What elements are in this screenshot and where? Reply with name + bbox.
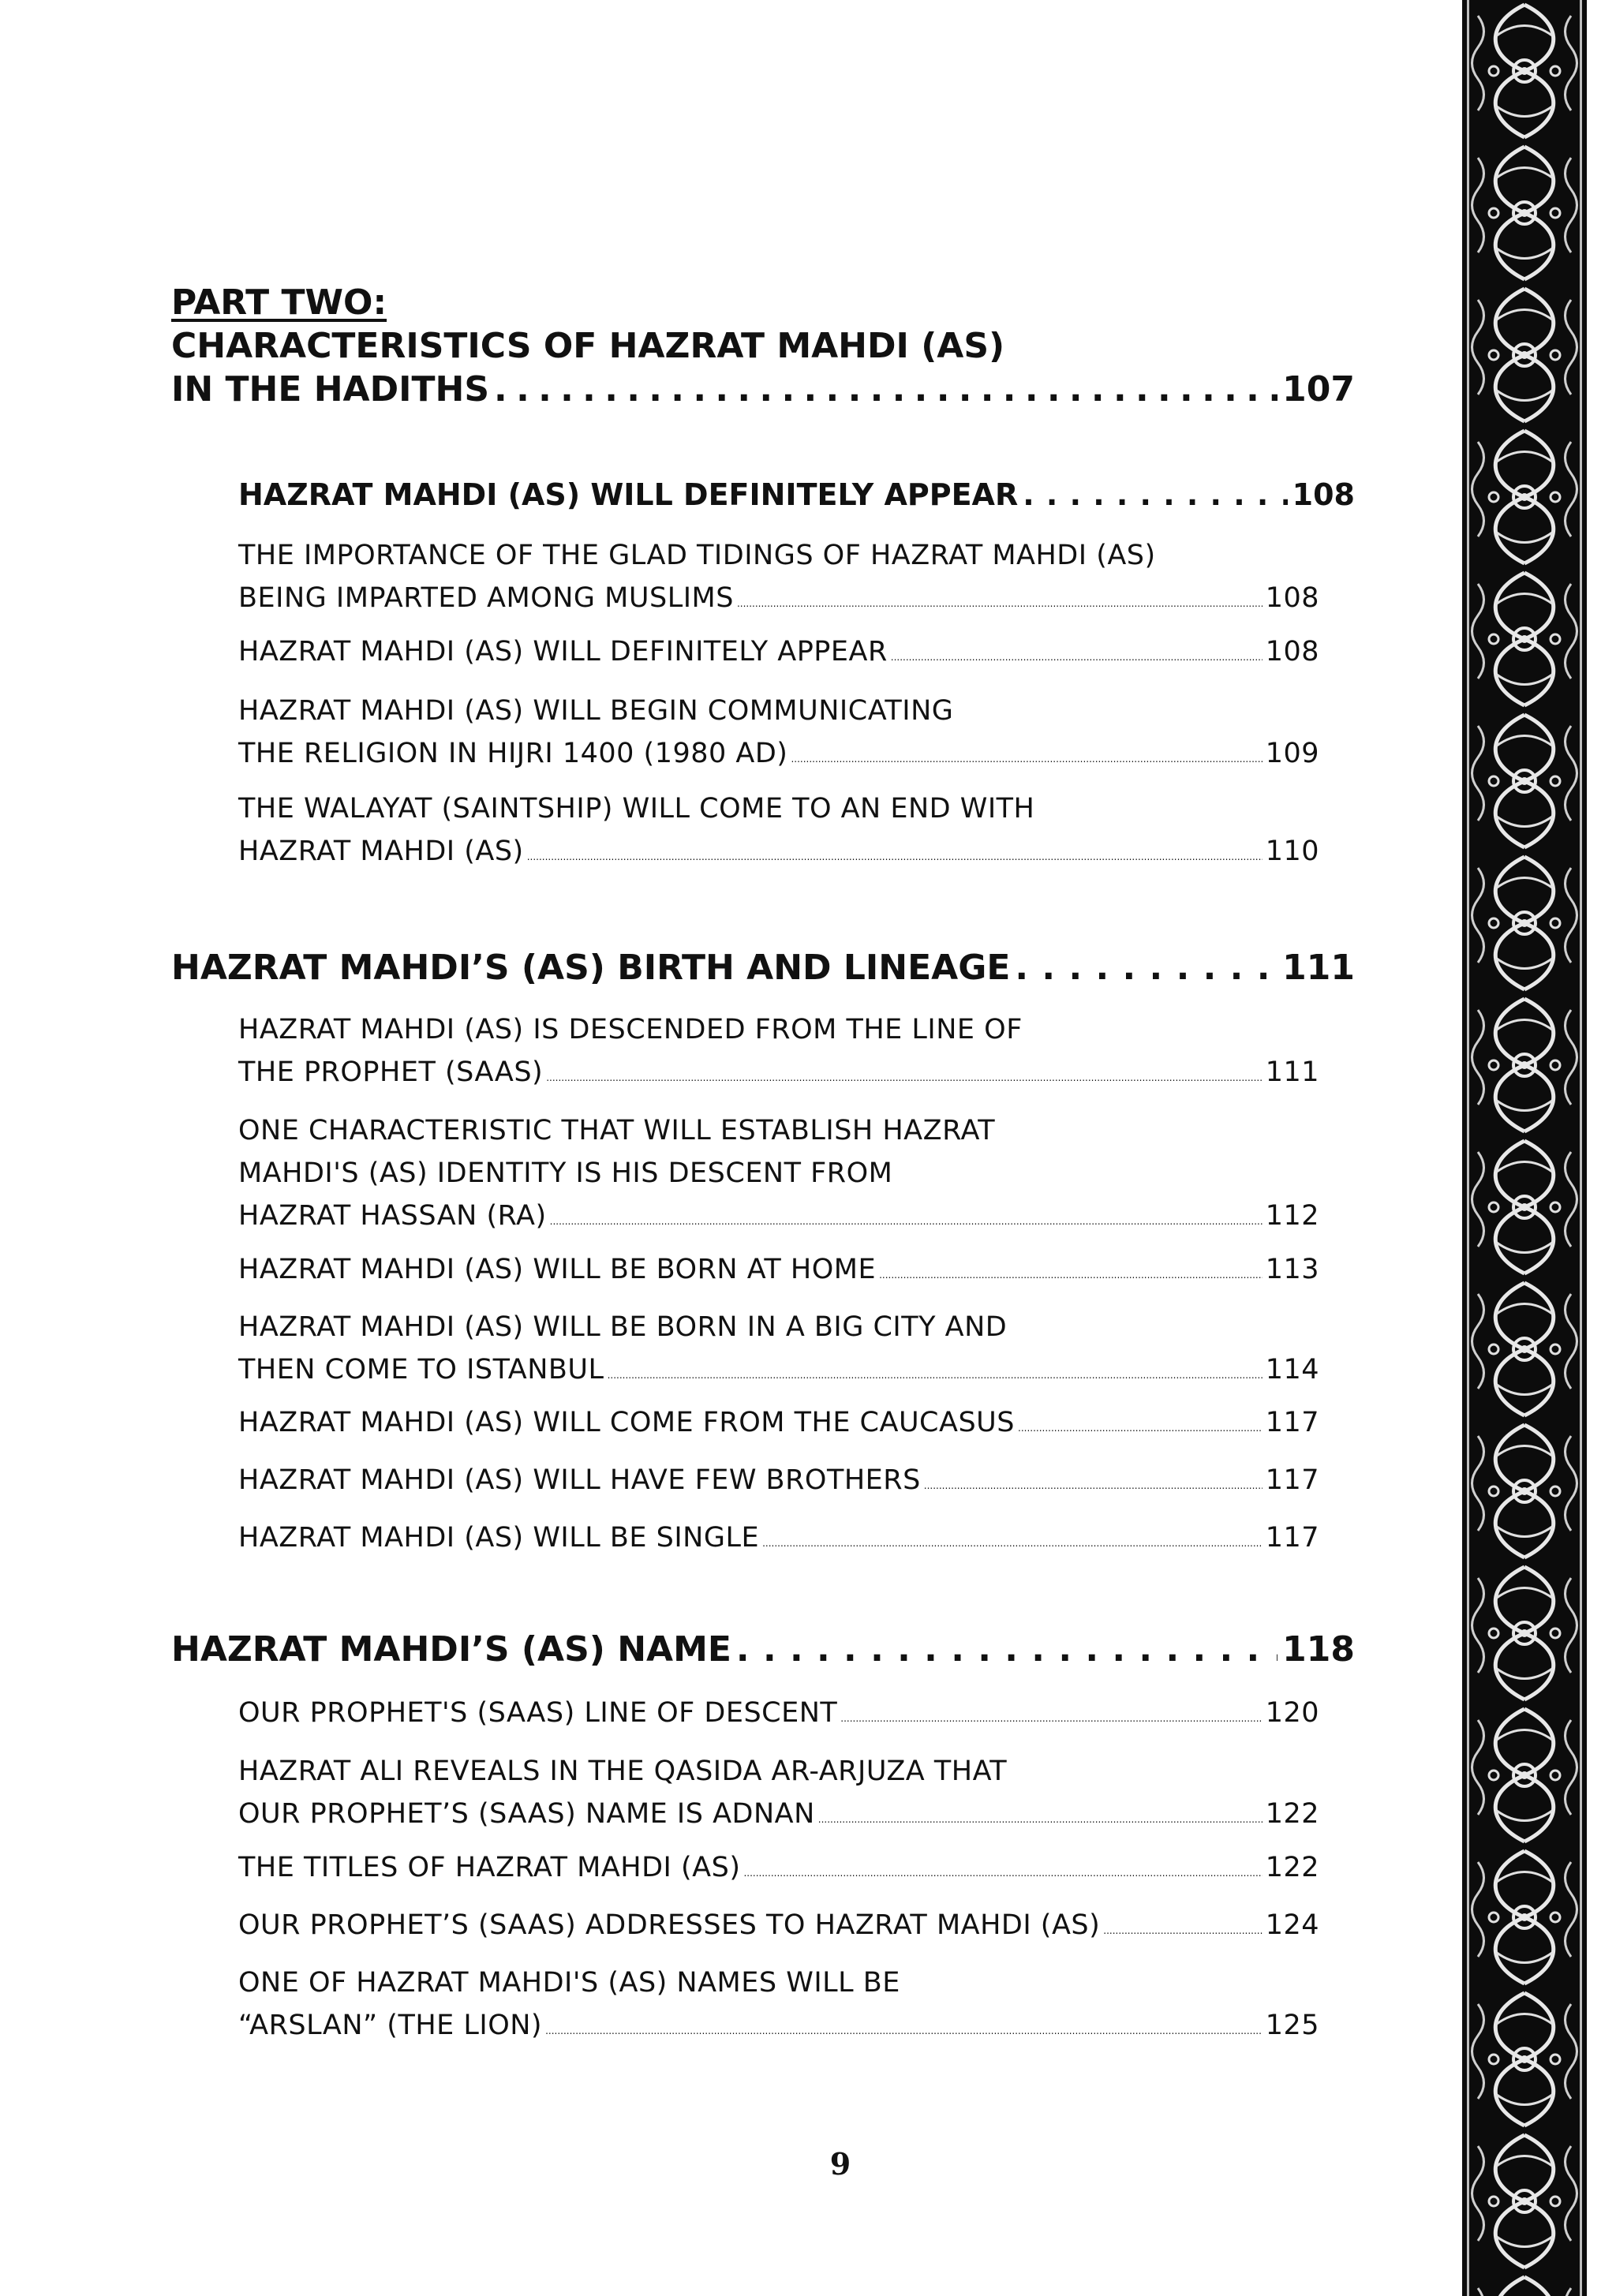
entry-title: HAZRAT MAHDI (AS) WILL BE BORN AT HOME [238, 1254, 877, 1285]
dot-leader [494, 368, 1277, 411]
page-number: 111 [1265, 1056, 1319, 1088]
toc-entry[interactable] [238, 787, 1319, 878]
toc-entry[interactable] [238, 1248, 1319, 1296]
entry-line: ONE OF HAZRAT MAHDI'S (AS) NAMES WILL BE [238, 1967, 900, 1999]
dot-leader [608, 1354, 1262, 1397]
entry-line: MAHDI'S (AS) IDENTITY IS HIS DESCENT FROM [238, 1157, 893, 1189]
dot-leader [1023, 477, 1287, 512]
dot-leader [762, 1522, 1262, 1565]
toc-entry[interactable] [238, 1692, 1319, 1740]
page-number: 111 [1282, 948, 1355, 988]
dot-leader [1103, 1909, 1262, 1952]
entry-title: THE TITLES OF HAZRAT MAHDI (AS) [238, 1852, 741, 1883]
dot-leader [891, 636, 1262, 679]
toc-entry[interactable] [238, 534, 1319, 625]
page-number: 124 [1265, 1909, 1319, 1941]
page-number: 108 [1292, 477, 1355, 512]
page-number: 114 [1265, 1354, 1319, 1385]
dot-leader [737, 582, 1262, 625]
section-title: HAZRAT MAHDI’S (AS) NAME [171, 1629, 731, 1670]
entry-title: “ARSLAN” (THE LION) [238, 2010, 543, 2041]
entry-title: HAZRAT MAHDI (AS) WILL BE SINGLE [238, 1522, 760, 1554]
dot-leader [879, 1254, 1262, 1296]
page-number: 107 [1282, 369, 1355, 409]
toc-entry[interactable] [238, 1109, 1319, 1243]
entry-title: OUR PROPHET’S (SAAS) NAME IS ADNAN [238, 1798, 815, 1830]
toc-entry[interactable] [238, 630, 1319, 679]
dot-leader [545, 2010, 1262, 2052]
entry-line: HAZRAT MAHDI (AS) WILL BE BORN IN A BIG CITY AND [238, 1311, 1008, 1343]
section-heading-name [171, 1629, 1355, 1670]
subheading-title: HAZRAT MAHDI (AS) WILL DEFINITELY APPEAR [238, 477, 1019, 512]
entry-line: HAZRAT ALI REVEALS IN THE QASIDA AR-ARJUZA THAT [238, 1756, 1008, 1787]
toc-entry[interactable] [238, 1459, 1319, 1507]
page-number: 122 [1265, 1798, 1319, 1830]
page-number: 108 [1265, 582, 1319, 614]
part-title-line2-row [171, 368, 1355, 411]
toc-entry[interactable] [238, 1904, 1319, 1952]
toc-entry[interactable] [238, 1750, 1319, 1841]
entry-title: OUR PROPHET’S (SAAS) ADDRESSES TO HAZRAT MAHDI (AS) [238, 1909, 1101, 1941]
page-number: 110 [1265, 836, 1319, 867]
subheading-row [238, 477, 1355, 512]
toc-entry[interactable] [238, 1961, 1319, 2052]
page-number: 125 [1265, 2010, 1319, 2041]
dot-leader [924, 1464, 1262, 1507]
page-number: 113 [1265, 1254, 1319, 1285]
ornament-pattern-icon [1462, 0, 1587, 2296]
entry-title: THE PROPHET (SAAS) [238, 1056, 544, 1088]
page-number: 117 [1265, 1464, 1319, 1496]
dot-leader [1015, 948, 1277, 988]
dot-leader [546, 1056, 1262, 1099]
entry-title: HAZRAT MAHDI (AS) WILL HAVE FEW BROTHERS [238, 1464, 921, 1496]
entry-line: THE WALAYAT (SAINTSHIP) WILL COME TO AN END WITH [238, 793, 1035, 825]
page-number: 117 [1265, 1407, 1319, 1438]
entry-line: THE IMPORTANCE OF THE GLAD TIDINGS OF HAZRAT MAHDI (AS) [238, 540, 1156, 571]
page-number: 108 [1265, 636, 1319, 667]
page-number: 122 [1265, 1852, 1319, 1883]
dot-leader [791, 738, 1262, 780]
entry-title: BEING IMPARTED AMONG MUSLIMS [238, 582, 734, 614]
toc-entry[interactable] [238, 1516, 1319, 1565]
entry-title: HAZRAT MAHDI (AS) WILL DEFINITELY APPEAR [238, 636, 888, 667]
page-folio-number: 9 [829, 2146, 851, 2182]
toc-entry[interactable] [238, 1401, 1319, 1449]
part-title-line1: CHARACTERISTICS OF HAZRAT MAHDI (AS) [171, 326, 1005, 366]
page-number: 120 [1265, 1697, 1319, 1729]
section-heading-birth-lineage [171, 948, 1355, 988]
page-number: 118 [1282, 1629, 1355, 1670]
dot-leader [1018, 1407, 1262, 1449]
entry-line: HAZRAT MAHDI (AS) IS DESCENDED FROM THE LINE OF [238, 1014, 1023, 1045]
page-number: 109 [1265, 738, 1319, 769]
entry-line: ONE CHARACTERISTIC THAT WILL ESTABLISH HAZRAT [238, 1115, 996, 1146]
page-number: 112 [1265, 1200, 1319, 1232]
dot-leader [736, 1629, 1277, 1670]
part-title-line2: IN THE HADITHS [171, 369, 490, 409]
page-number: 117 [1265, 1522, 1319, 1554]
ornamental-border [1462, 0, 1587, 2296]
toc-entry[interactable] [238, 1008, 1319, 1099]
dot-leader [743, 1852, 1262, 1894]
entry-title: THEN COME TO ISTANBUL [238, 1354, 604, 1385]
toc-entry[interactable] [238, 1306, 1319, 1397]
toc-entry[interactable] [238, 1846, 1319, 1894]
toc-entry[interactable] [238, 690, 1319, 780]
part-label: PART TWO: [171, 282, 387, 323]
entry-title: HAZRAT HASSAN (RA) [238, 1200, 547, 1232]
entry-title: HAZRAT MAHDI (AS) WILL COME FROM THE CAUCASUS [238, 1407, 1015, 1438]
dot-leader [527, 836, 1262, 878]
entry-line: HAZRAT MAHDI (AS) WILL BEGIN COMMUNICATING [238, 695, 954, 727]
part-heading [171, 281, 1355, 411]
dot-leader [550, 1200, 1262, 1243]
entry-title: OUR PROPHET'S (SAAS) LINE OF DESCENT [238, 1697, 838, 1729]
dot-leader [818, 1798, 1262, 1841]
entry-title: HAZRAT MAHDI (AS) [238, 836, 524, 867]
entry-title: THE RELIGION IN HIJRI 1400 (1980 AD) [238, 738, 788, 769]
dot-leader [840, 1697, 1262, 1740]
section-title: HAZRAT MAHDI’S (AS) BIRTH AND LINEAGE [171, 948, 1011, 988]
